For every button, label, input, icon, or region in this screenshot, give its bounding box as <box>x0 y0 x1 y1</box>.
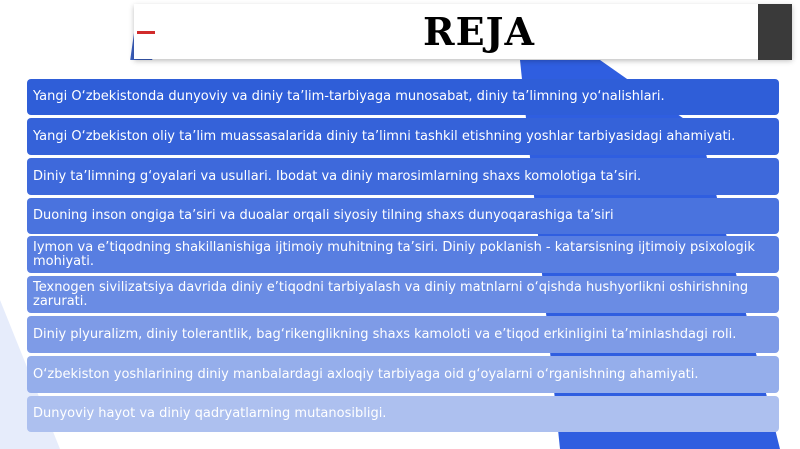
agenda-item <box>27 396 779 432</box>
agenda-item-text: Yangi O‘zbekistonda dunyoviy va diniy ta’lim-tarbiyaga munosabat, diniy ta’limning yo‘nalishlari. <box>33 89 665 104</box>
agenda-item-text: Diniy plyuralizm, diniy tolerantlik, bag‘rikenglikning shaxs kamoloti va e’tiqod erkinligini ta’minlashdagi roli. <box>33 326 737 342</box>
agenda-item-text: O‘zbekiston yoshlarining diniy manbalardagi axloqiy tarbiyaga oid g‘oyalarni o‘rganishning ahamiyati. <box>33 366 699 382</box>
agenda-item <box>27 198 779 234</box>
agenda-item <box>27 158 779 195</box>
agenda-item-text: Dunyoviy hayot va diniy qadryatlarning mutanosibligi. <box>33 406 387 421</box>
title-right-accent <box>758 4 792 60</box>
agenda-item-text: Yangi O‘zbekiston oliy ta’lim muassasalarida diniy ta’limni tashkil etishning yoshlar tarbiyasidagi ahamiyati. <box>33 128 736 144</box>
agenda-item <box>27 118 779 155</box>
agenda-item-text: Duoning inson ongiga ta’siri va duoalar orqali siyosiy tilning shaxs dunyoqarashiga ta’siri <box>33 208 614 223</box>
page-title: REJA <box>422 9 535 54</box>
agenda-item-text: Texnogen sivilizatsiya davrida diniy e’tiqodni tarbiyalash va diniy matnlarni o‘qishda hushyorlikni oshirishning zarurati. <box>33 279 749 309</box>
agenda-item-text: Diniy ta’limning g‘oyalari va usullari. Ibodat va diniy marosimlarning shaxs komolotiga ta’siri. <box>33 168 642 184</box>
agenda-item <box>27 356 779 393</box>
agenda-item <box>27 236 779 273</box>
agenda-item-text: Iymon va e’tiqodning shakillanishiga ijtimoiy muhitning ta’siri. Diniy poklanish - katarsisning ijtimoiy psixologik mohiyati. <box>33 239 755 269</box>
agenda-item <box>27 316 779 353</box>
agenda-item <box>27 79 779 115</box>
agenda-item <box>27 276 779 313</box>
